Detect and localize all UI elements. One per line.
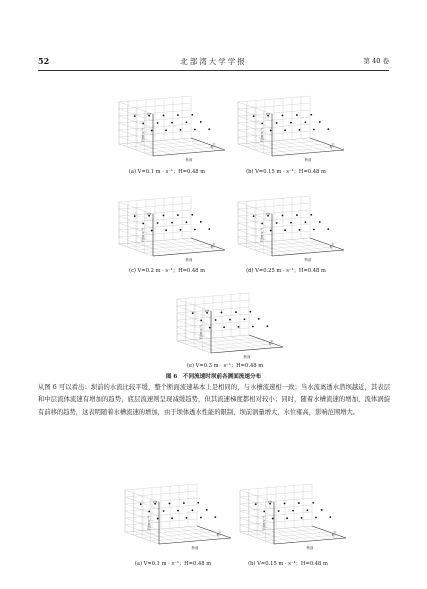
x-axis bbox=[272, 250, 344, 256]
grid-line bbox=[179, 528, 213, 540]
x-axis bbox=[153, 250, 225, 256]
data-point bbox=[249, 311, 251, 313]
data-point bbox=[286, 517, 288, 519]
z-axis bbox=[310, 138, 344, 150]
data-point bbox=[186, 221, 188, 223]
data-point bbox=[171, 222, 173, 224]
data-point bbox=[282, 215, 284, 217]
data-point bbox=[180, 129, 182, 131]
grid-line bbox=[267, 530, 301, 542]
data-point bbox=[221, 312, 223, 314]
y-tick-label: 0.6 bbox=[265, 112, 271, 116]
data-point bbox=[305, 221, 307, 223]
data-point bbox=[296, 114, 298, 116]
data-point bbox=[313, 129, 315, 131]
z-axis-label: 测点 bbox=[328, 241, 336, 250]
data-point bbox=[319, 221, 321, 223]
data-point bbox=[229, 319, 231, 321]
data-point bbox=[191, 214, 193, 216]
grid-line bbox=[222, 337, 256, 349]
data-point bbox=[163, 215, 165, 217]
data-point bbox=[157, 222, 159, 224]
data-point bbox=[270, 130, 272, 132]
grid-line bbox=[146, 242, 180, 254]
x-axis-label: 断面 bbox=[185, 258, 193, 262]
data-point bbox=[165, 129, 167, 131]
grid-line bbox=[258, 531, 292, 543]
data-point bbox=[312, 502, 314, 504]
z-axis bbox=[249, 335, 283, 347]
z-axis-label: 测点 bbox=[215, 529, 223, 538]
grid-line bbox=[137, 143, 171, 155]
z-axis-label: 测点 bbox=[209, 241, 217, 250]
data-point bbox=[194, 229, 196, 231]
data-point bbox=[157, 122, 159, 124]
data-point bbox=[307, 509, 309, 511]
plot-3d bbox=[222, 80, 350, 166]
data-point bbox=[191, 114, 193, 116]
data-point bbox=[296, 214, 298, 216]
data-point bbox=[278, 510, 280, 512]
data-point bbox=[321, 509, 323, 511]
data-point bbox=[165, 229, 167, 231]
data-point bbox=[301, 517, 303, 519]
x-axis-label: 断面 bbox=[191, 546, 199, 550]
body-paragraph: 从图 6 可以看出：坝前的水流比较平缓，整个断面流速基本上是相同的，与水槽流速相一致；当水流离透水潜坝越近，其表层和中层流体流速有增加的趋势，底层流速则呈现减缓趋势，但其流速梯度都相对较小；同时，随着水槽流速的增加，流体涡旋有前移的趋势，这表明随着水槽流速的增加，由于坝体透水性能的限制，坝前涡量增大，水位雍高，影响范围增大。 bbox=[38, 384, 390, 416]
grid-line bbox=[137, 243, 171, 255]
z-axis-label: 测点 bbox=[330, 529, 338, 538]
data-point bbox=[206, 509, 208, 511]
data-point bbox=[134, 215, 136, 217]
y-axis-label: V/(m·s⁻¹) bbox=[147, 515, 151, 531]
data-point bbox=[299, 129, 301, 131]
x-axis bbox=[153, 150, 225, 156]
z-axis bbox=[191, 238, 225, 250]
grid-line bbox=[292, 140, 326, 152]
panel-caption-a2: (a) V=0.1 m · s⁻¹；H=0.48 m bbox=[134, 561, 212, 567]
y-tick-label: 0.6 bbox=[146, 112, 152, 116]
grid-line bbox=[294, 528, 328, 540]
data-point bbox=[284, 229, 286, 231]
data-point bbox=[253, 215, 255, 217]
y-axis-label: V/(m·s⁻¹) bbox=[262, 515, 266, 531]
data-point bbox=[284, 129, 286, 131]
data-point bbox=[209, 327, 211, 329]
x-axis bbox=[272, 150, 344, 156]
grid-line bbox=[256, 243, 290, 255]
grid-line bbox=[213, 338, 247, 350]
y-tick-label: 0.6 bbox=[152, 500, 158, 504]
data-point bbox=[177, 214, 179, 216]
data-point bbox=[305, 121, 307, 123]
data-point bbox=[215, 319, 217, 321]
x-axis bbox=[274, 538, 346, 544]
grid-line bbox=[164, 140, 198, 152]
grid-line bbox=[249, 531, 283, 543]
grid-line bbox=[155, 241, 189, 253]
data-point bbox=[151, 230, 153, 232]
grid-line bbox=[134, 531, 168, 543]
z-axis bbox=[312, 526, 346, 538]
grid-line bbox=[170, 528, 204, 540]
grid-line bbox=[247, 243, 281, 255]
data-point bbox=[258, 318, 260, 320]
figure-title: 图 6 不同流速时坝前各测面流速分布 bbox=[165, 374, 262, 380]
grid-line bbox=[256, 143, 290, 155]
grid-line bbox=[161, 529, 195, 541]
data-point bbox=[134, 115, 136, 117]
grid-line bbox=[247, 143, 281, 155]
data-point bbox=[163, 510, 165, 512]
journal-title: 北部湾大学学报 bbox=[180, 57, 247, 66]
panel-caption-b2: (b) V=0.15 m · s⁻¹；H=0.48 m bbox=[248, 561, 328, 567]
plot-3d bbox=[161, 277, 289, 363]
x-axis-label: 断面 bbox=[185, 158, 193, 162]
data-point bbox=[313, 229, 315, 231]
grid-line bbox=[173, 240, 207, 252]
grid-line bbox=[195, 340, 229, 352]
data-point bbox=[183, 502, 185, 504]
panel-caption-b: (b) V=0.15 m · s⁻¹；H=0.48 m bbox=[246, 169, 326, 175]
data-point bbox=[263, 510, 265, 512]
volume-label: 第 40 卷 bbox=[363, 57, 389, 65]
data-point bbox=[299, 229, 301, 231]
grid-line bbox=[164, 240, 198, 252]
data-point bbox=[235, 311, 237, 313]
data-point bbox=[140, 503, 142, 505]
data-point bbox=[261, 122, 263, 124]
x-axis-label: 断面 bbox=[306, 546, 314, 550]
data-point bbox=[266, 325, 268, 327]
grid-line bbox=[146, 142, 180, 154]
y-tick-label: 0.6 bbox=[267, 500, 273, 504]
data-point bbox=[177, 510, 179, 512]
z-axis-label: 测点 bbox=[209, 141, 217, 150]
data-point bbox=[192, 509, 194, 511]
x-axis-label: 断面 bbox=[304, 158, 312, 162]
grid-line bbox=[143, 531, 177, 543]
y-axis-label: V/(m·s⁻¹) bbox=[260, 227, 264, 243]
data-point bbox=[290, 122, 292, 124]
figure-panel-b bbox=[222, 80, 350, 166]
panel-caption-e: (e) V=0.3 m · s⁻¹；H=0.48 m bbox=[186, 363, 264, 369]
grid-line bbox=[265, 242, 299, 254]
data-point bbox=[238, 326, 240, 328]
data-point bbox=[315, 517, 317, 519]
grid-line bbox=[128, 143, 162, 155]
data-point bbox=[148, 510, 150, 512]
data-point bbox=[186, 517, 188, 519]
z-axis bbox=[310, 238, 344, 250]
figure-panel-d bbox=[222, 180, 350, 266]
grid-line bbox=[292, 240, 326, 252]
running-header bbox=[38, 56, 389, 70]
panel-caption-c: (c) V=0.2 m · s⁻¹；H=0.48 m bbox=[128, 268, 206, 274]
data-point bbox=[200, 517, 202, 519]
plot-3d bbox=[109, 468, 237, 554]
grid-line bbox=[265, 142, 299, 154]
x-axis-label: 断面 bbox=[304, 258, 312, 262]
data-point bbox=[208, 128, 210, 130]
grid-line bbox=[276, 529, 310, 541]
plot-3d bbox=[103, 180, 231, 266]
header-rule bbox=[38, 70, 389, 71]
data-point bbox=[142, 222, 144, 224]
data-point bbox=[151, 130, 153, 132]
data-point bbox=[327, 228, 329, 230]
grid-line bbox=[155, 141, 189, 153]
data-point bbox=[319, 121, 321, 123]
data-point bbox=[310, 214, 312, 216]
y-axis-label: V/(m·s⁻¹) bbox=[141, 227, 145, 243]
y-tick-label: 0.6 bbox=[265, 212, 271, 216]
grid-line bbox=[285, 528, 319, 540]
data-point bbox=[200, 319, 202, 321]
data-point bbox=[197, 502, 199, 504]
data-point bbox=[255, 503, 257, 505]
figure-panel-a2 bbox=[109, 468, 237, 554]
plot-3d bbox=[103, 80, 231, 166]
data-point bbox=[171, 122, 173, 124]
figure-panel-c bbox=[103, 180, 231, 266]
data-point bbox=[186, 121, 188, 123]
data-point bbox=[276, 122, 278, 124]
data-point bbox=[327, 128, 329, 130]
plot-3d bbox=[224, 468, 352, 554]
data-point bbox=[163, 115, 165, 117]
z-axis bbox=[191, 138, 225, 150]
data-point bbox=[284, 503, 286, 505]
figure-panel-a bbox=[103, 80, 231, 166]
data-point bbox=[282, 115, 284, 117]
data-point bbox=[208, 228, 210, 230]
data-point bbox=[276, 222, 278, 224]
data-point bbox=[200, 121, 202, 123]
grid-line bbox=[128, 243, 162, 255]
grid-line bbox=[274, 241, 308, 253]
x-axis bbox=[211, 347, 283, 353]
data-point bbox=[194, 129, 196, 131]
y-axis-label: V/(m·s⁻¹) bbox=[260, 127, 264, 143]
y-axis-label: V/(m·s⁻¹) bbox=[141, 127, 145, 143]
y-tick-label: 0.6 bbox=[204, 309, 210, 313]
data-point bbox=[290, 222, 292, 224]
grid-line bbox=[274, 141, 308, 153]
data-point bbox=[292, 510, 294, 512]
data-point bbox=[157, 518, 159, 520]
data-point bbox=[171, 517, 173, 519]
data-point bbox=[272, 518, 274, 520]
data-point bbox=[223, 326, 225, 328]
y-tick-label: 0.6 bbox=[146, 212, 152, 216]
panel-caption-d: (d) V=0.25 m · s⁻¹；H=0.48 m bbox=[246, 268, 326, 274]
data-point bbox=[244, 318, 246, 320]
grid-line bbox=[283, 140, 317, 152]
y-axis-label: V/(m·s⁻¹) bbox=[199, 324, 203, 340]
data-point bbox=[270, 230, 272, 232]
grid-line bbox=[231, 337, 265, 349]
data-point bbox=[298, 502, 300, 504]
data-point bbox=[142, 122, 144, 124]
data-point bbox=[177, 114, 179, 116]
page-number: 52 bbox=[38, 56, 50, 66]
grid-line bbox=[204, 339, 238, 351]
grid-line bbox=[152, 530, 186, 542]
grid-line bbox=[186, 340, 220, 352]
data-point bbox=[261, 222, 263, 224]
z-axis-label: 测点 bbox=[328, 141, 336, 150]
grid-line bbox=[283, 240, 317, 252]
figure-panel-e bbox=[161, 277, 289, 363]
grid-line bbox=[173, 140, 207, 152]
x-axis bbox=[159, 538, 231, 544]
z-axis-label: 测点 bbox=[267, 338, 275, 347]
x-axis-label: 断面 bbox=[243, 355, 251, 359]
data-point bbox=[169, 503, 171, 505]
data-point bbox=[214, 516, 216, 518]
data-point bbox=[329, 516, 331, 518]
data-point bbox=[310, 114, 312, 116]
plot-3d bbox=[222, 180, 350, 266]
data-point bbox=[253, 115, 255, 117]
data-point bbox=[252, 326, 254, 328]
data-point bbox=[180, 229, 182, 231]
data-point bbox=[200, 221, 202, 223]
data-point bbox=[192, 312, 194, 314]
panel-caption-a: (a) V=0.1 m · s⁻¹；H=0.48 m bbox=[128, 169, 206, 175]
figure-panel-b2 bbox=[224, 468, 352, 554]
